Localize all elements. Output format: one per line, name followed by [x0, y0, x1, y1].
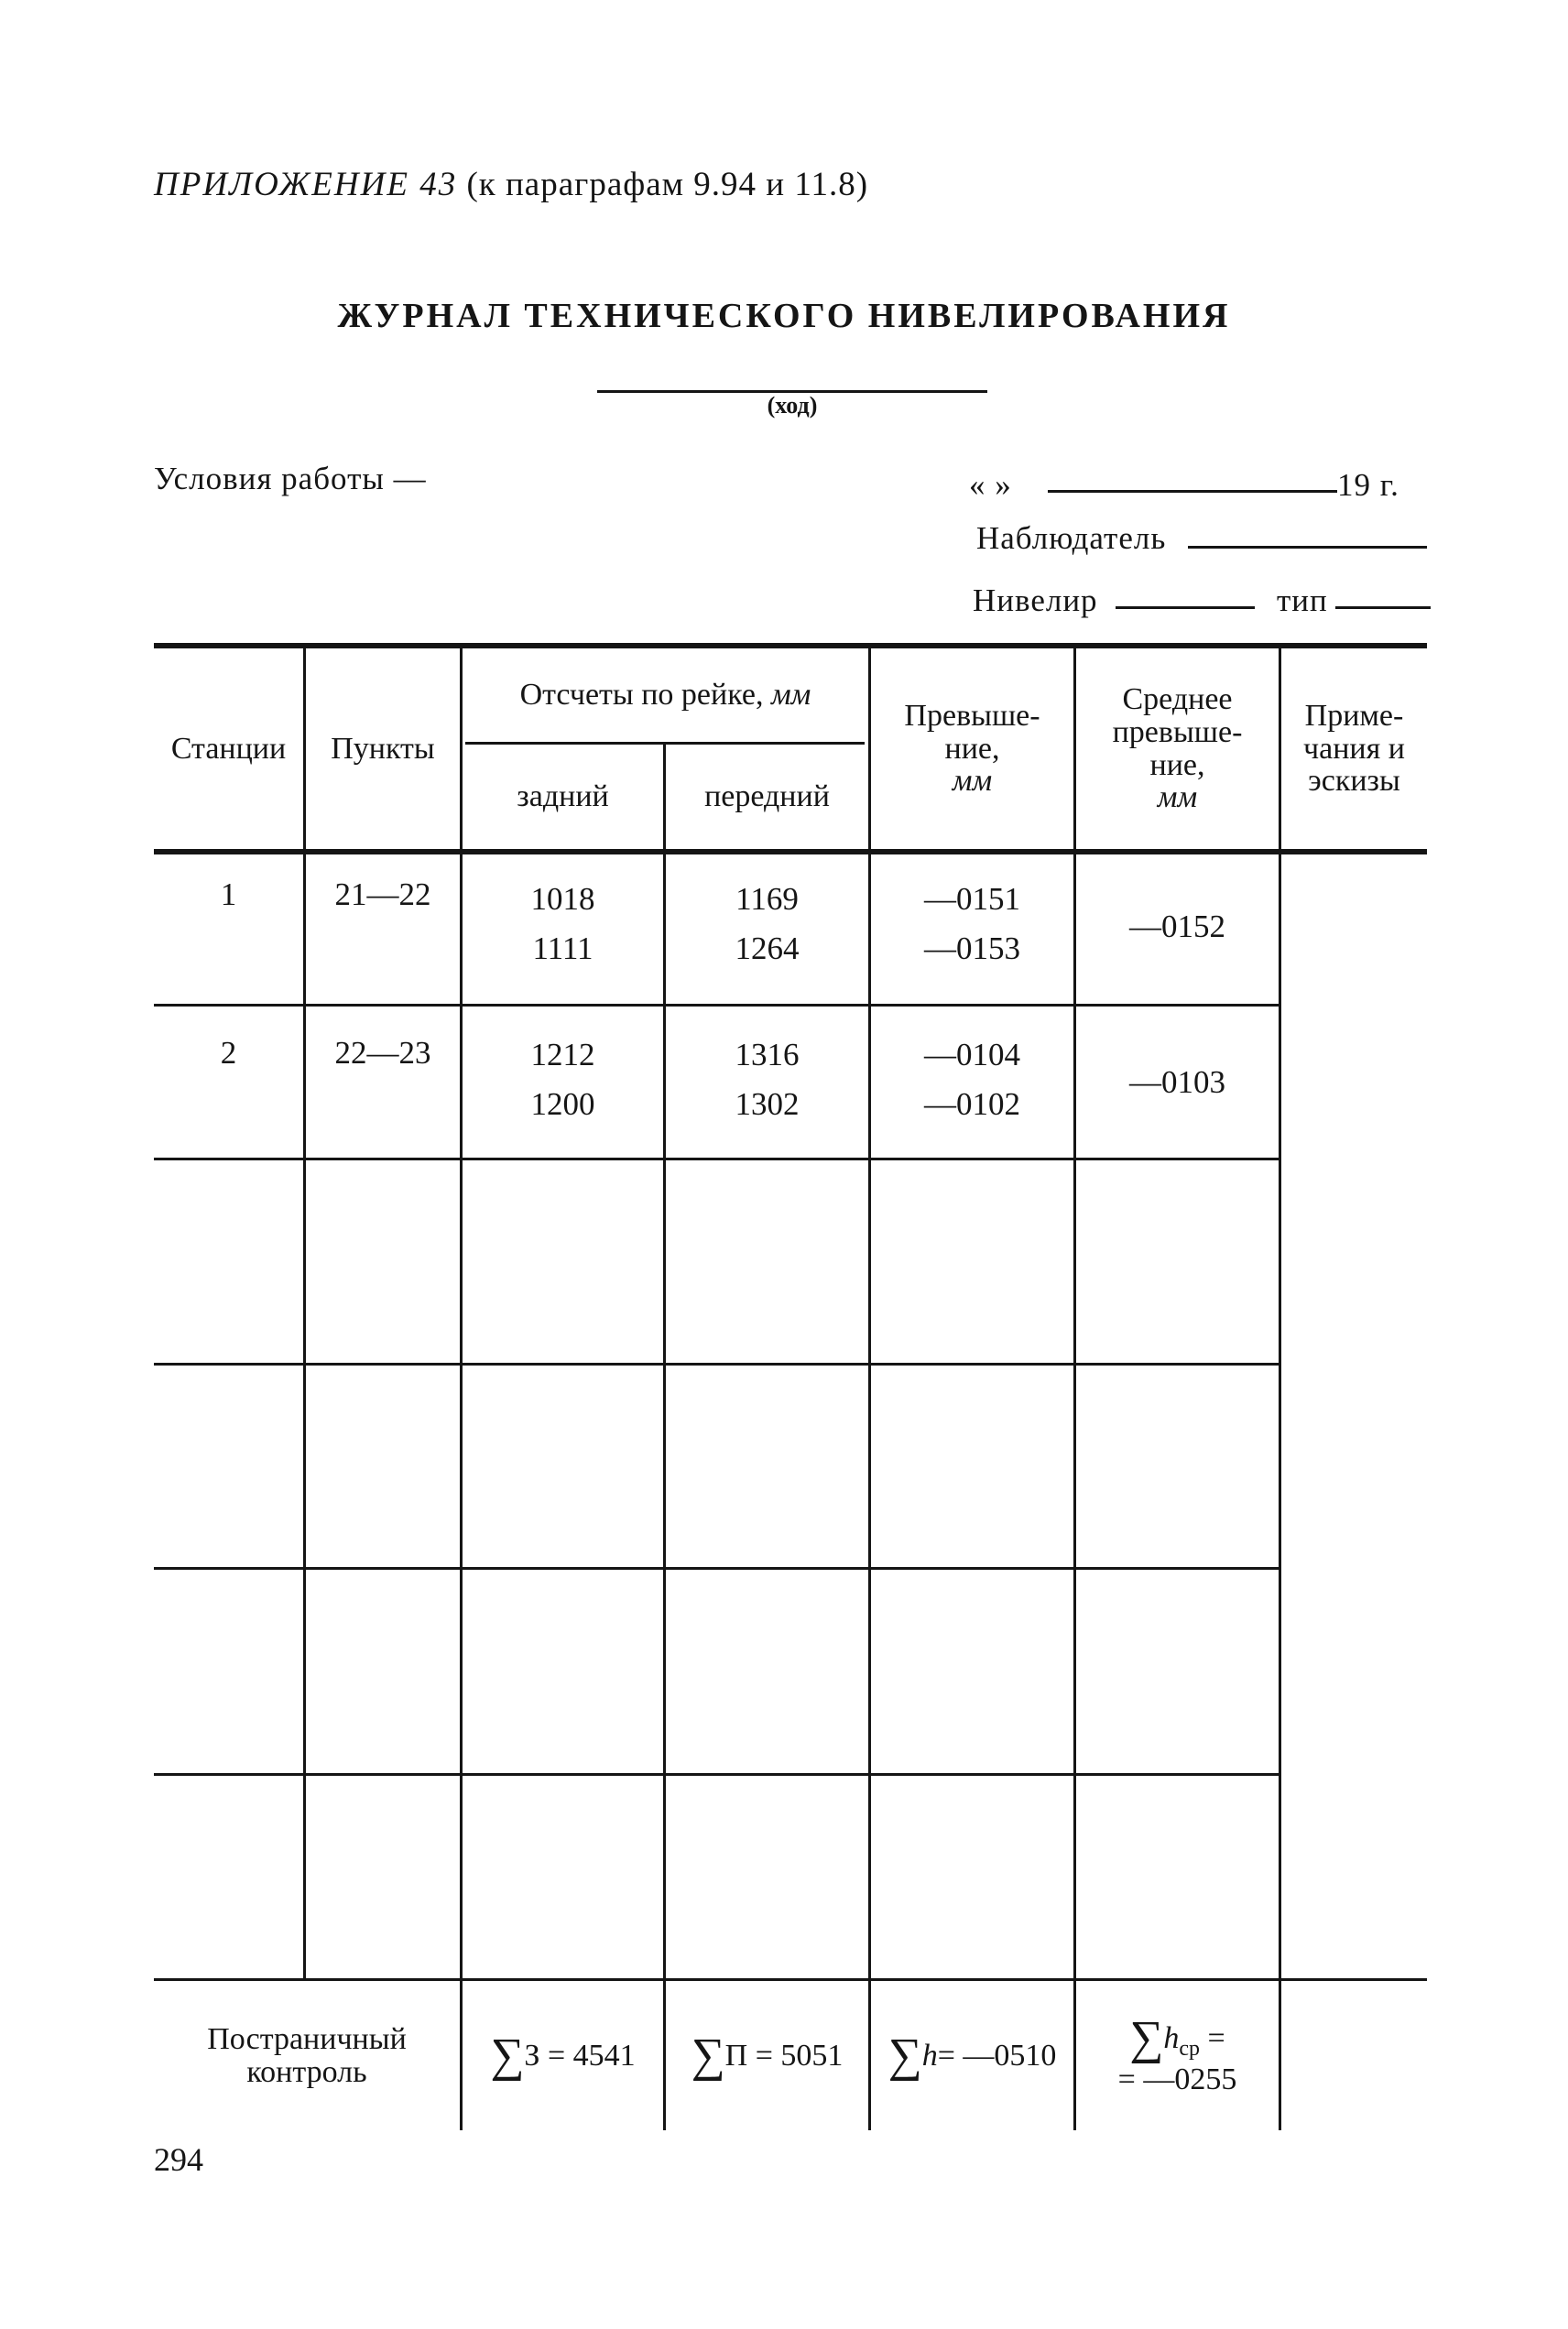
- header-notes-label: Приме-чания и эскизы: [1303, 698, 1405, 799]
- date-fill-line: [1048, 490, 1337, 493]
- work-conditions-label: Условия работы —: [154, 461, 427, 496]
- type-fill-line: [1335, 606, 1431, 609]
- header-elevation-label: Превыше-ние,: [904, 698, 1040, 766]
- header-stations: Станции: [170, 731, 287, 766]
- row1-station: 1: [220, 876, 237, 912]
- sigma-icon: ∑: [1129, 2011, 1164, 2064]
- page-control-text: Постраничный контроль: [207, 2021, 407, 2089]
- header-elevation: [871, 648, 1073, 849]
- row2-front-2: 1302: [735, 1086, 800, 1122]
- row1-elevation-2: —0153: [924, 931, 1020, 966]
- row-divider: [154, 1363, 1279, 1366]
- row1-mean: —0152: [1129, 909, 1225, 944]
- column-line: [460, 854, 463, 1978]
- row2-front-1: 1316: [735, 1037, 800, 1072]
- column-line: [663, 854, 666, 1978]
- appendix-reference: (к параграфам 9.94 и 11.8): [466, 166, 869, 203]
- sum-elevation-value: = —0510: [937, 2038, 1057, 2073]
- sum-back: [463, 1981, 663, 2130]
- observer-label: Наблюдатель: [976, 520, 1167, 556]
- header-back: задний: [517, 779, 609, 814]
- header-front: передний: [704, 779, 830, 814]
- row1-elevation-1: —0151: [924, 881, 1020, 917]
- column-line: [868, 854, 871, 1978]
- row1-back-1: 1018: [530, 881, 595, 917]
- observer-fill-line: [1188, 546, 1427, 549]
- date-quotes: « »: [969, 467, 1012, 503]
- level-fill-line: [1116, 606, 1255, 609]
- course-label: (ход): [767, 392, 818, 419]
- sum-elevation: [871, 1981, 1073, 2130]
- row2-station: 2: [220, 1035, 237, 1071]
- row2-back-2: 1200: [530, 1086, 595, 1122]
- sum-mean-symbol: h: [1163, 2020, 1180, 2055]
- journal-title: ЖУРНАЛ ТЕХНИЧЕСКОГО НИВЕЛИРОВАНИЯ: [337, 297, 1231, 335]
- appendix-label: ПРИЛОЖЕНИЕ 43: [154, 166, 458, 203]
- header-elevation-unit: мм: [952, 764, 993, 799]
- row-divider: [154, 1004, 1279, 1007]
- page-number: 294: [154, 2141, 203, 2178]
- column-line: [1073, 854, 1076, 1978]
- sum-mean-subscript: ср: [1179, 2036, 1201, 2061]
- row2-elevation-2: —0102: [924, 1086, 1020, 1122]
- row2-mean: —0103: [1129, 1064, 1225, 1100]
- row1-front-1: 1169: [735, 881, 799, 917]
- row2-points: 22—23: [334, 1035, 431, 1071]
- row-divider: [154, 1158, 1279, 1160]
- row-divider: [154, 1567, 1279, 1570]
- appendix-heading: [154, 165, 868, 204]
- year-label: 19 г.: [1337, 467, 1399, 503]
- header-readings: [463, 648, 868, 742]
- column-line: [303, 854, 306, 1978]
- sigma-icon: ∑: [887, 2029, 922, 2082]
- level-label: Нивелир: [973, 582, 1098, 618]
- header-readings-unit: мм: [770, 678, 811, 713]
- header-points: Пункты: [331, 731, 435, 766]
- row-divider: [154, 1773, 1279, 1776]
- sum-front: [666, 1981, 868, 2130]
- page-control-label: [154, 1981, 460, 2130]
- sigma-icon: ∑: [691, 2029, 725, 2082]
- type-label: тип: [1277, 582, 1328, 618]
- column-line: [1279, 1981, 1281, 2130]
- row2-elevation-1: —0104: [924, 1037, 1020, 1072]
- header-notes: [1281, 648, 1427, 849]
- row2-back-1: 1212: [530, 1037, 595, 1072]
- row1-points: 21—22: [334, 876, 431, 912]
- row1-back-2: 1111: [532, 931, 593, 966]
- sum-back-value: З = 4541: [524, 2038, 636, 2073]
- column-line: [1279, 854, 1281, 1978]
- sum-mean-value: = —0255: [1117, 2062, 1237, 2096]
- sigma-icon: ∑: [490, 2029, 525, 2082]
- header-mean-label: Среднее превыше-ние,: [1112, 682, 1243, 782]
- sum-front-value: П = 5051: [724, 2038, 844, 2073]
- table-header-rule: [154, 849, 1427, 854]
- sum-elevation-symbol: h: [921, 2038, 938, 2073]
- row1-front-2: 1264: [735, 931, 800, 966]
- header-readings-label: Отсчеты по рейке,: [519, 678, 764, 713]
- header-mean-elevation: [1076, 648, 1279, 849]
- header-mean-unit: мм: [1157, 780, 1198, 815]
- sum-mean-elevation: $\sum h_{ср}$ = = —0255: [1117, 2011, 1237, 2096]
